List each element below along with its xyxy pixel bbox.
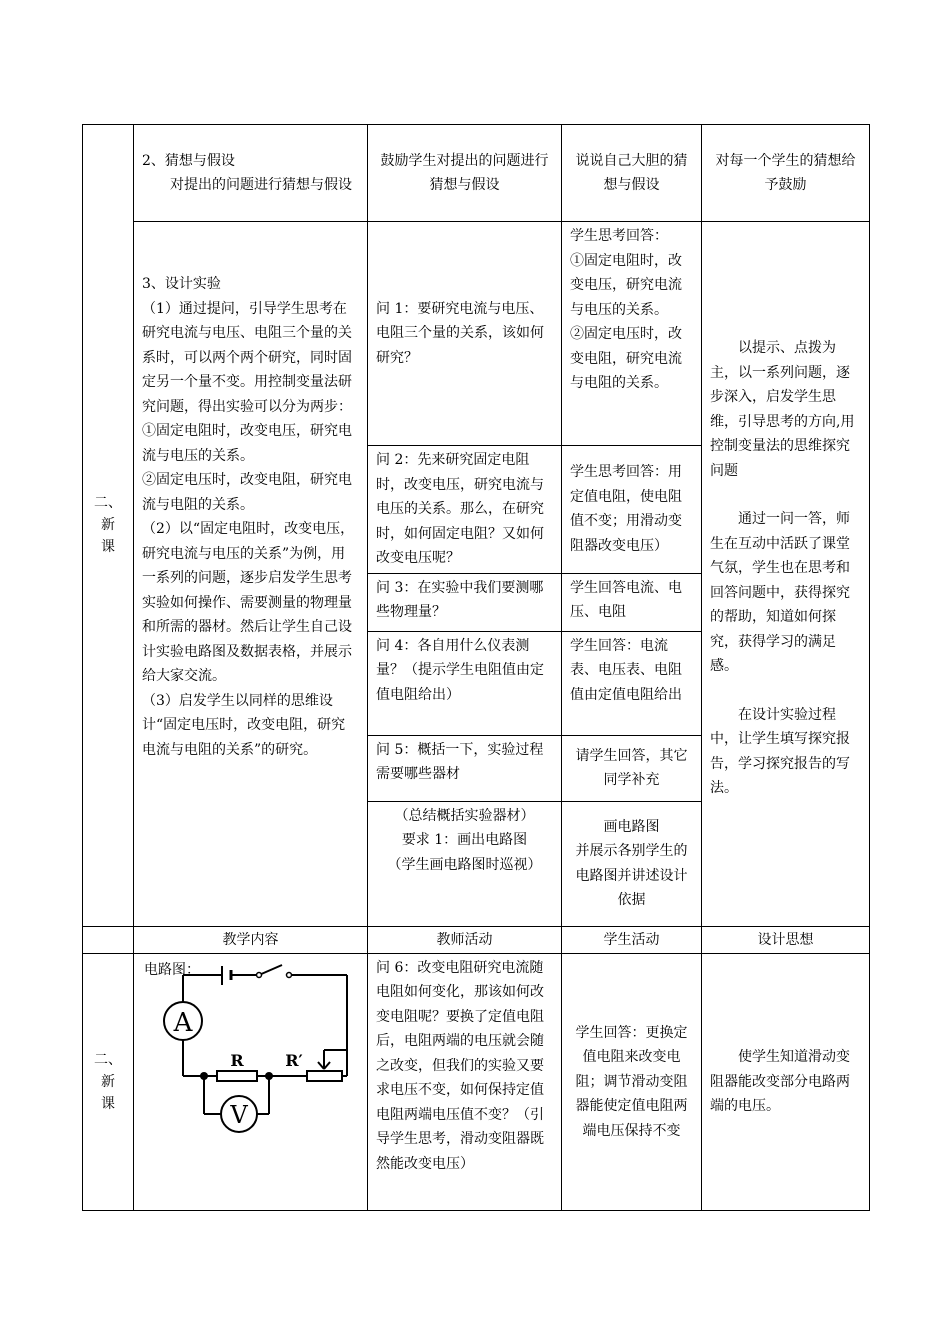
student-answer-circuit: 学生回答：更换定值电阻来改变电阻；调节滑动变阻器能使定值电阻两端电压保持不变 xyxy=(562,953,702,1211)
design-circuit: 使学生知道滑动变阻器能改变部分电路两端的电压。 xyxy=(702,953,870,1211)
teacher-question-4: 问 4：各自用什么仪表测量？（提示学生电阻值由定值电阻给出） xyxy=(368,631,562,735)
resistor-symbol xyxy=(217,1071,257,1081)
hypothesis-student: 说说自己大胆的猜想与假设 xyxy=(562,125,702,222)
teacher-question-2: 问 2：先来研究固定电阻时，改变电压，研究电流与电压的关系。那么，在研究时，如何固定电阻？又如何改变电压呢？ xyxy=(368,446,562,574)
header-student: 学生活动 xyxy=(562,926,702,953)
student-answer-6: 画电路图 并展示各别学生的电路图并讲述设计依据 xyxy=(562,801,702,926)
hypothesis-teacher: 鼓励学生对提出的问题进行猜想与假设 xyxy=(368,125,562,222)
lesson-plan-table xyxy=(82,124,870,1211)
student-answer-4: 学生回答：电流表、电压表、电阻值由定值电阻给出 xyxy=(562,631,702,735)
junction-dot xyxy=(200,1072,208,1080)
circuit-title: 电路图： xyxy=(144,961,200,978)
teacher-question-1: 问 1：要研究电流与电压、电阻三个量的关系，该如何研究？ xyxy=(368,222,562,446)
row-circuit xyxy=(83,953,870,1211)
teacher-question-5: 问 5：概括一下，实验过程需要哪些器材 xyxy=(368,735,562,801)
student-answer-1: 学生思考回答： ①固定电阻时，改变电压，研究电流与电压的关系。 ②固定电压时，改变电阻，研究电流与电阻的关系。 xyxy=(562,222,702,446)
row-experiment-1 xyxy=(83,222,870,446)
student-answer-2: 学生思考回答：用定值电阻，使电阻值不变；用滑动变阻器改变电压） xyxy=(562,446,702,574)
header-row xyxy=(83,926,870,953)
ammeter-label: A xyxy=(173,1007,193,1038)
rheostat-label: R′ xyxy=(285,1050,303,1070)
header-design: 设计思想 xyxy=(702,926,870,953)
section-label: 二、 新 课 xyxy=(83,125,134,927)
circuit-diagram xyxy=(134,954,368,1202)
header-blank xyxy=(83,926,134,953)
header-content: 教学内容 xyxy=(134,926,368,953)
experiment-design: 以提示、点拨为主，以一系列问题，逐步深入，启发学生思维，引导思考的方向,用控制变量法的思维探究问题 通过一问一答，师生在互动中活跃了课堂气氛，学生也在思考和回答问题中，获得探究的帮助，知道如何探究，获得学习的满足感。 在设计实验过程中，让学生填写探究报告，学习探究报告的写法。 xyxy=(702,222,870,927)
student-answer-3: 学生回答电流、电压、电阻 xyxy=(562,573,702,631)
experiment-content: 3、设计实验 （1）通过提问，引导学生思考在研究电流与电压、电阻三个量的关系时，可以两个两个研究，同时固定另一个量不变。用控制变量法研究问题，得出实验可以分为两步： ①固定电阻时，改变电压，研究电流与电压的关系。 ②固定电压时，改变电阻，研究电流与电阻的关系。 （2）以“固定电阻时，改变电压，研究电流与电压的关系”为例，用一系列的问题，逐步启发学生思考实验如何操作、需要测量的物理量和所需的器材。然后让学生自己设计实验电路图及数据表格，并展示给大家交流。 （3）启发学生以同样的思维设计“固定电压时，改变电阻，研究电流与电阻的关系”的研究。 xyxy=(134,222,368,927)
hypothesis-design: 对每一个学生的猜想给予鼓励 xyxy=(702,125,870,222)
circuit-cell xyxy=(134,953,368,1211)
teacher-question-6: （总结概括实验器材） 要求 1：画出电路图 （学生画电路图时巡视） xyxy=(368,801,562,926)
student-answer-5: 请学生回答，其它同学补充 xyxy=(562,735,702,801)
section-label-2: 二、 新 课 xyxy=(83,953,134,1211)
resistor-label: R xyxy=(230,1050,244,1070)
voltmeter-label: V xyxy=(230,1100,248,1129)
row-hypothesis xyxy=(83,125,870,222)
hypothesis-content: 2、猜想与假设 对提出的问题进行猜想与假设 xyxy=(134,125,368,222)
junction-dot xyxy=(265,1072,273,1080)
teacher-question-3: 问 3：在实验中我们要测哪些物理量？ xyxy=(368,573,562,631)
header-teacher: 教师活动 xyxy=(368,926,562,953)
teacher-question-circuit: 问 6：改变电阻研究电流随电阻如何变化，那该如何改变电阻呢？要换了定值电阻后，电阻两端的电压就会随之改变，但我们的实验又要求电压不变，如何保持定值电阻两端电压值不变？（引导学生思考，滑动变阻器既然能改变电压） xyxy=(368,953,562,1211)
rheostat-symbol xyxy=(307,1071,342,1081)
